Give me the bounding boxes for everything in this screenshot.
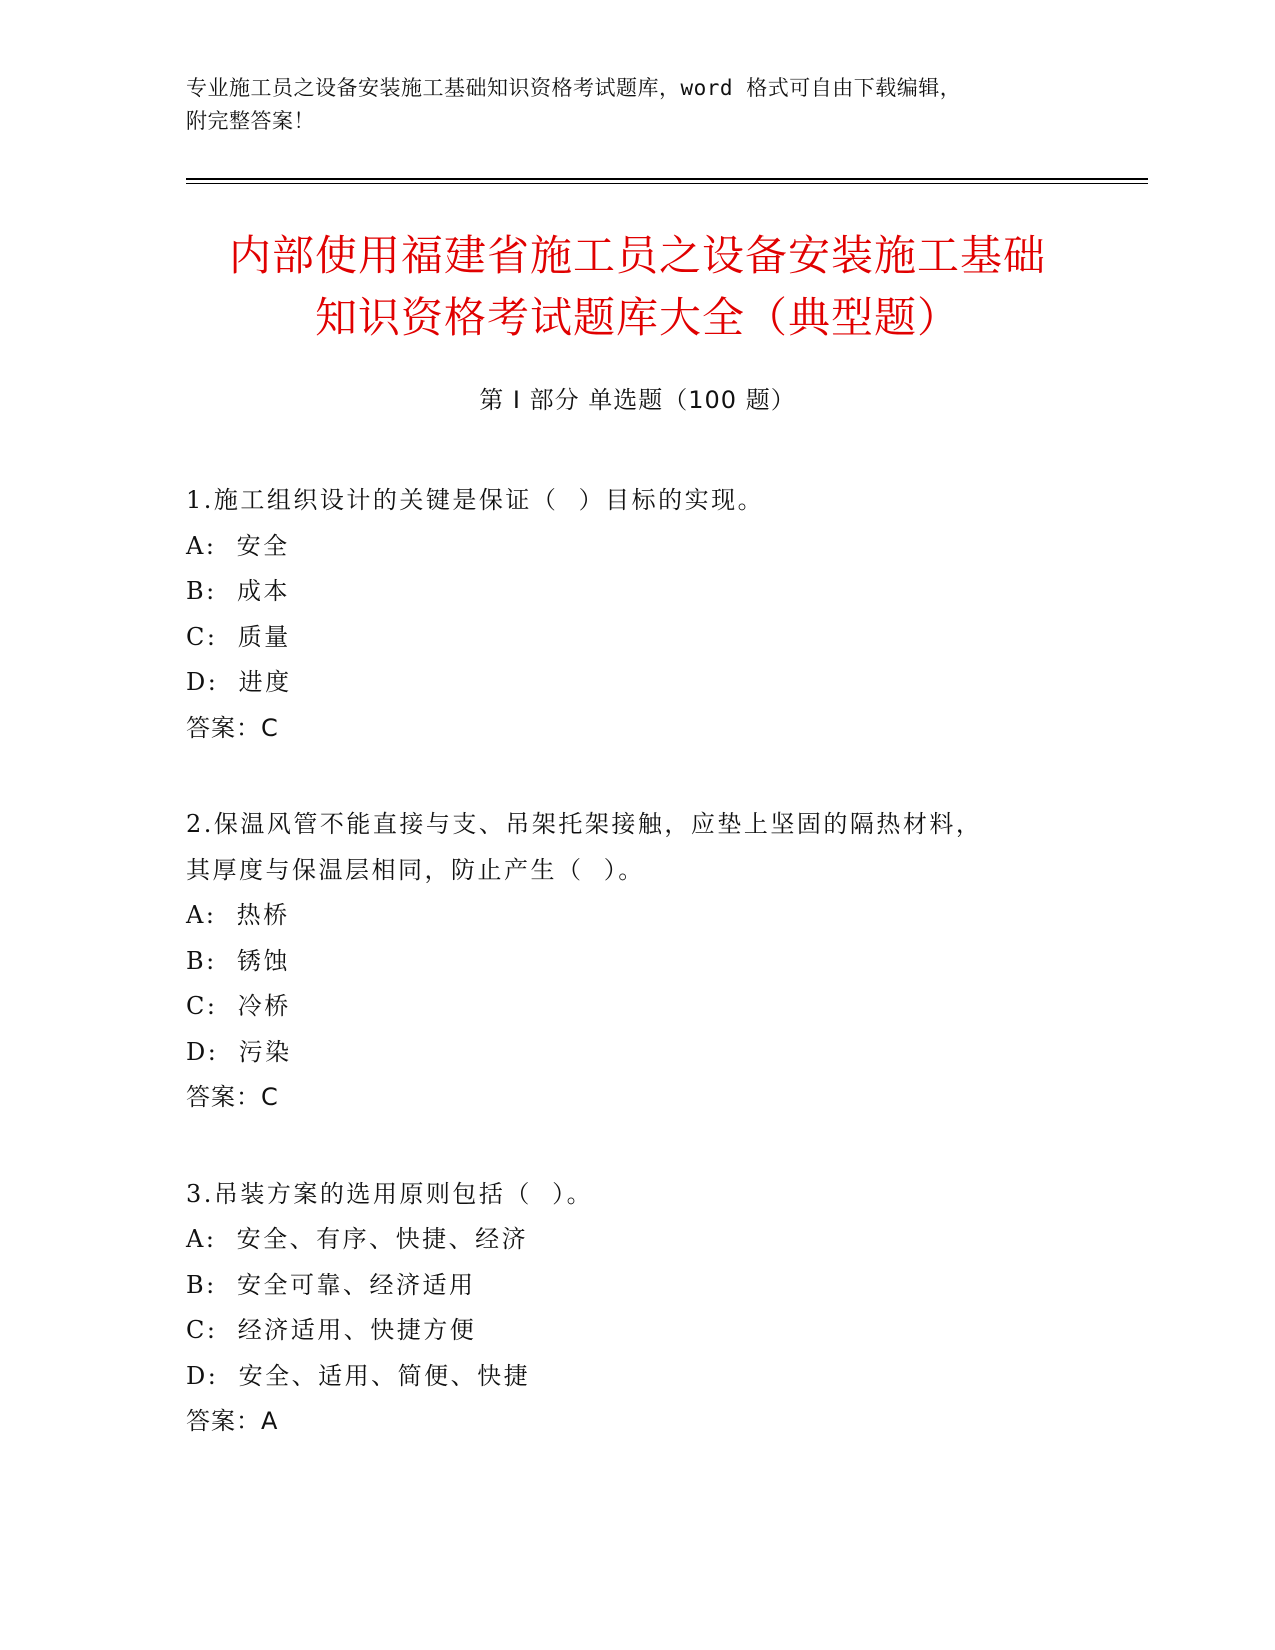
option-a: A: 安全 bbox=[186, 531, 290, 560]
option-c: C: 冷桥 bbox=[186, 992, 291, 1020]
answer-line: 答案：C bbox=[186, 1083, 279, 1111]
option-c: C: 质量 bbox=[186, 622, 291, 651]
header-divider-thin bbox=[186, 183, 1148, 184]
question-stem: 1.施工组织设计的关键是保证（ ）目标的实现。 bbox=[186, 486, 765, 514]
option-d: D: 进度 bbox=[186, 668, 292, 696]
document-title-line-1: 内部使用福建省施工员之设备安装施工基础 bbox=[228, 231, 1046, 280]
question-stem: 3.吊装方案的选用原则包括（ ）。 bbox=[186, 1179, 594, 1208]
option-d: D: 安全、适用、简便、快捷 bbox=[186, 1361, 531, 1390]
option-b: B: 锈蚀 bbox=[186, 946, 290, 975]
option-a: A: 热桥 bbox=[186, 901, 290, 929]
option-c: C: 经济适用、快捷方便 bbox=[186, 1316, 477, 1344]
option-b: B: 安全可靠、经济适用 bbox=[186, 1270, 476, 1299]
question-item bbox=[186, 802, 1086, 1121]
question-list bbox=[186, 478, 1086, 1496]
question-item bbox=[186, 1172, 1086, 1445]
header-note-line-1: 专业施工员之设备安装施工基础知识资格考试题库，word 格式可自由下载编辑， bbox=[186, 76, 962, 100]
option-a: A: 安全、有序、快捷、经济 bbox=[186, 1225, 529, 1253]
header-note bbox=[186, 72, 1086, 138]
answer-line: 答案：C bbox=[186, 713, 279, 742]
header-note-line-2: 附完整答案！ bbox=[186, 109, 315, 133]
question-stem-line-2: 其厚度与保温层相同，防止产生（ ）。 bbox=[186, 855, 645, 884]
question-item bbox=[186, 478, 1086, 751]
option-b: B: 成本 bbox=[186, 577, 290, 605]
document-title bbox=[150, 225, 1125, 349]
document-title-line-2: 知识资格考试题库大全（典型题） bbox=[314, 293, 960, 342]
answer-line: 答案：A bbox=[186, 1407, 279, 1435]
option-d: D: 污染 bbox=[186, 1037, 292, 1066]
question-stem-line-1: 2.保温风管不能直接与支、吊架托架接触，应垫上坚固的隔热材料， bbox=[186, 810, 983, 838]
section-title: 第 I 部分 单选题（100 题） bbox=[479, 386, 796, 414]
header-divider-thick bbox=[186, 178, 1148, 180]
